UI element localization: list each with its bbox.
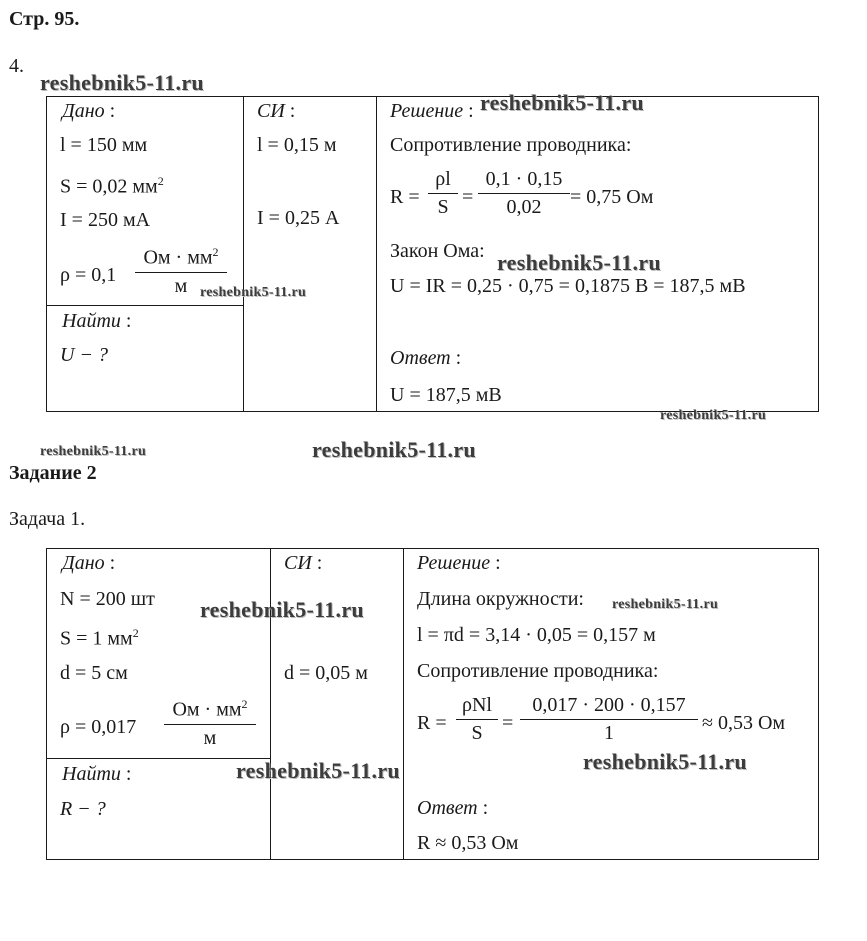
ohm-law-label: Закон Ома: (390, 240, 485, 262)
answer-header: Ответ : (390, 347, 462, 369)
watermark: reshebnik5-11.ru (660, 408, 767, 423)
equals-sign: = (502, 712, 514, 734)
formula-fraction: ρNl S (456, 694, 498, 745)
find-value: R − ? (60, 798, 106, 820)
formula-prefix: R = (417, 712, 447, 734)
find-header: Найти : (62, 763, 132, 785)
watermark: reshebnik5-11.ru (200, 597, 364, 622)
resistivity-unit-fraction: Ом · $мм^2$ м (135, 245, 227, 298)
watermark: reshebnik5-11.ru (40, 444, 147, 459)
answer-value: U = 187,5 мВ (390, 384, 502, 406)
given-area: S = 1 $мм^2$ (60, 626, 139, 650)
resistance-result: ≈ 0,53 Ом (702, 712, 786, 734)
given-resistivity: ρ = 0,017 (60, 716, 137, 738)
given-header: Дано : (62, 552, 116, 574)
si-length: l = 0,15 м (257, 134, 337, 156)
section-title: Задание 2 (9, 462, 97, 484)
watermark: reshebnik5-11.ru (312, 437, 476, 462)
numeric-fraction: 0,1 · 0,15 0,02 (478, 168, 570, 219)
given-current: I = 250 мА (60, 209, 151, 231)
answer-value: R ≈ 0,53 Ом (417, 832, 519, 854)
watermark: reshebnik5-11.ru (583, 749, 747, 774)
watermark: reshebnik5-11.ru (236, 758, 400, 783)
solution-line: Сопротивление проводника: (390, 134, 632, 156)
resistivity-unit-fraction: Ом · $мм^2$ м (164, 697, 256, 750)
solution-line: Длина окружности: (417, 588, 584, 610)
formula-fraction: ρl S (428, 168, 458, 219)
formula-prefix: R = (390, 186, 420, 208)
find-header: Найти : (62, 310, 132, 332)
resistance-result: = 0,75 Ом (570, 186, 654, 208)
si-diameter: d = 0,05 м (284, 662, 368, 684)
watermark: reshebnik5-11.ru (480, 90, 644, 115)
watermark: reshebnik5-11.ru (612, 597, 719, 612)
solution-header: Решение : (417, 552, 501, 574)
circumference-calculation: l = πd = 3,14 · 0,05 = 0,157 м (417, 624, 656, 646)
given-diameter: d = 5 см (60, 662, 128, 684)
table-divider (403, 548, 404, 860)
watermark: reshebnik5-11.ru (497, 250, 661, 275)
given-length: l = 150 мм (60, 134, 148, 156)
watermark: reshebnik5-11.ru (200, 285, 307, 300)
si-header: СИ : (257, 100, 296, 122)
ohm-law-calculation: U = IR = 0,25 · 0,75 = 0,1875 В = 187,5 мВ (390, 275, 746, 297)
find-value: U − ? (60, 344, 108, 366)
numeric-fraction: 0,017 · 200 · 0,157 1 (520, 694, 698, 745)
page-header: Стр. 95. (9, 8, 80, 30)
answer-header: Ответ : (417, 797, 489, 819)
table-divider (270, 548, 271, 860)
table-divider (46, 305, 244, 306)
given-area: S = 0,02 $мм^2$ (60, 174, 164, 198)
si-current: I = 0,25 А (257, 207, 340, 229)
given-header: Дано : (62, 100, 116, 122)
table-divider (243, 96, 244, 412)
task-number: 4. (9, 55, 24, 77)
given-count: N = 200 шт (60, 588, 155, 610)
equals-sign: = (462, 186, 474, 208)
given-resistivity: ρ = 0,1 (60, 264, 117, 286)
si-header: СИ : (284, 552, 323, 574)
watermark: reshebnik5-11.ru (40, 70, 204, 95)
solution-line: Сопротивление проводника: (417, 660, 659, 682)
table-divider (376, 96, 377, 412)
task-title: Задача 1. (9, 508, 86, 530)
solution-header: Решение : (390, 100, 474, 122)
